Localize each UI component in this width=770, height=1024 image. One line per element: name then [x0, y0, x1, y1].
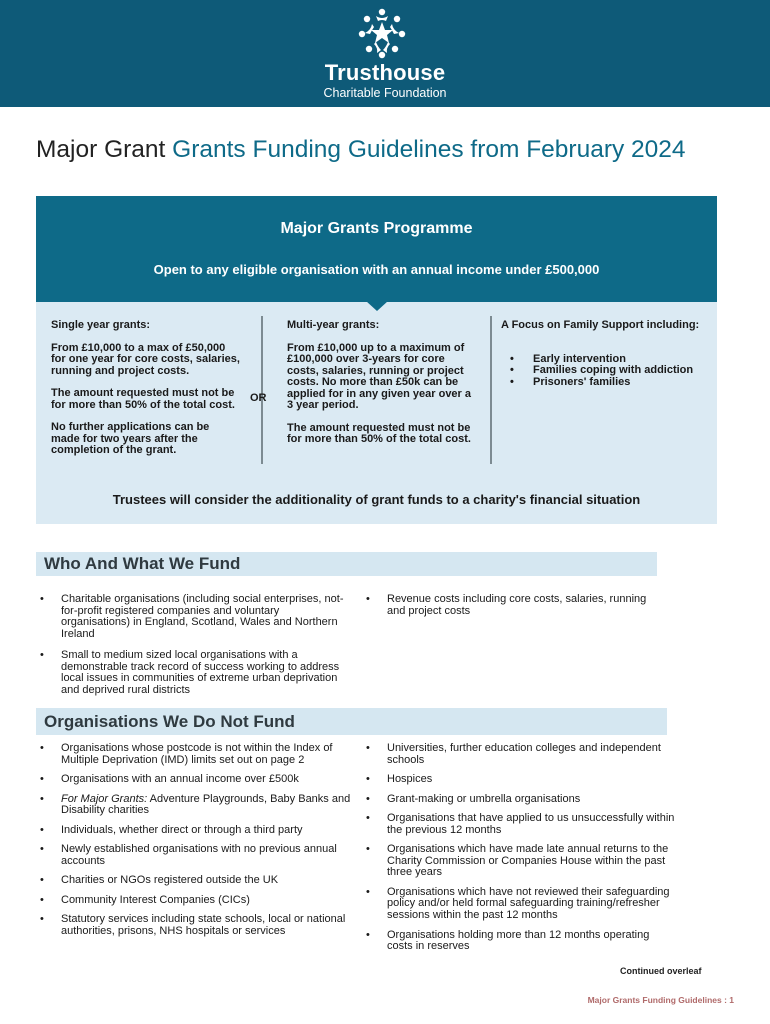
page-footer: Major Grants Funding Guidelines : 1 — [587, 995, 734, 1005]
multi-amount: From £10,000 up to a maximum of £100,000 over 3-years for core costs, salaries, running or project costs. No more than £50k can be applied for in any given year over a 3 year period. — [287, 341, 472, 412]
header-bar — [0, 0, 770, 107]
list-item: • Statutory services including state schools, local or national authorities, prisons, NHS hospitals or services — [36, 914, 354, 937]
fund-list-right — [362, 594, 662, 627]
banner-subheading: Open to any eligible organisation with an annual income under £500,000 — [153, 262, 600, 277]
family-support-column — [501, 320, 701, 388]
list-item: • Small to medium sized local organisations with a demonstrable track record of success working to address local issues in communities of extreme urban deprivation and deprived rural districts — [36, 650, 346, 696]
list-item: • Grant-making or umbrella organisations — [362, 794, 676, 806]
single-heading: Single year grants: — [51, 319, 151, 331]
list-item: • Community Interest Companies (CICs) — [36, 895, 354, 907]
or-label: OR — [250, 392, 267, 404]
multi-heading: Multi-year grants: — [287, 319, 380, 331]
single-year-column — [51, 320, 241, 468]
list-item: • Charities or NGOs registered outside the UK — [36, 875, 354, 887]
list-item: • Families coping with addiction — [501, 365, 701, 377]
title-prefix: Major Grant — [36, 136, 166, 163]
list-item: • Organisations whose postcode is not within the Index of Multiple Deprivation (IMD) limits set out on page 2 — [36, 743, 354, 766]
list-item: • Organisations holding more than 12 months operating costs in reserves — [362, 930, 676, 953]
multi-year-column — [287, 320, 477, 457]
multi-limit: The amount requested must not be for more than 50% of the total cost. — [287, 421, 471, 446]
continued-overleaf: Continued overleaf — [620, 966, 702, 976]
not-fund-list-left — [36, 743, 354, 946]
list-item: • Organisations which have made late annual returns to the Charity Commission or Companies House within the past three years — [362, 844, 676, 879]
divider-right — [490, 316, 492, 464]
list-item: • Individuals, whether direct or through a third party — [36, 825, 354, 837]
list-item: • Prisoners' families — [501, 377, 701, 389]
list-item: • Organisations with an annual income over £500k — [36, 774, 354, 786]
list-item: • Revenue costs including core costs, salaries, running and project costs — [362, 594, 662, 617]
list-item — [36, 794, 354, 817]
not-fund-list-right — [362, 743, 676, 961]
logo-name: Trusthouse — [324, 60, 446, 85]
list-item: • Early intervention — [501, 354, 701, 366]
trusthouse-logo-icon — [355, 6, 409, 60]
list-item: • Hospices — [362, 774, 676, 786]
single-reapply: No further applications can be made for two years after the completion of the grant. — [51, 421, 210, 457]
list-item: • Universities, further education colleges and independent schools — [362, 743, 676, 766]
family-list — [501, 354, 701, 389]
single-amount: From £10,000 to a max of £50,000 for one year for core costs, salaries, running and project costs. — [51, 341, 240, 377]
list-item: • Organisations that have applied to us unsuccessfully within the previous 12 months — [362, 813, 676, 836]
page-title — [36, 136, 686, 164]
divider-left — [261, 316, 263, 464]
programme-banner — [36, 196, 717, 302]
trustees-note: Trustees will consider the additionality of grant funds to a charity's financial situation — [112, 492, 641, 507]
section-heading-do-not-fund: Organisations We Do Not Fund — [36, 708, 667, 735]
fund-list-left — [36, 594, 346, 706]
banner-heading: Major Grants Programme — [280, 220, 473, 237]
list-item: • Newly established organisations with no previous annual accounts — [36, 844, 354, 867]
single-limit: The amount requested must not be for more than 50% of the total cost. — [51, 387, 235, 411]
logo-subtitle: Charitable Foundation — [323, 86, 447, 100]
major-grants-prefix: For Major Grants: — [61, 792, 148, 805]
banner-pointer — [366, 301, 388, 311]
section-heading-who-we-fund: Who And What We Fund — [36, 552, 657, 576]
major-grants-text: Adventure Playgrounds, Baby Banks and Disability charities — [61, 792, 351, 817]
list-item: • Organisations which have not reviewed their safeguarding policy and/or held formal safeguarding training/refresher sessions within the past 12 months — [362, 887, 676, 922]
family-heading: A Focus on Family Support including: — [501, 319, 700, 331]
title-accent: Grants Funding Guidelines from February 2024 — [172, 136, 686, 163]
list-item: • Charitable organisations (including social enterprises, not-for-profit registered companies and voluntary organisations) in England, Scotland, Wales and Northern Ireland — [36, 594, 346, 640]
